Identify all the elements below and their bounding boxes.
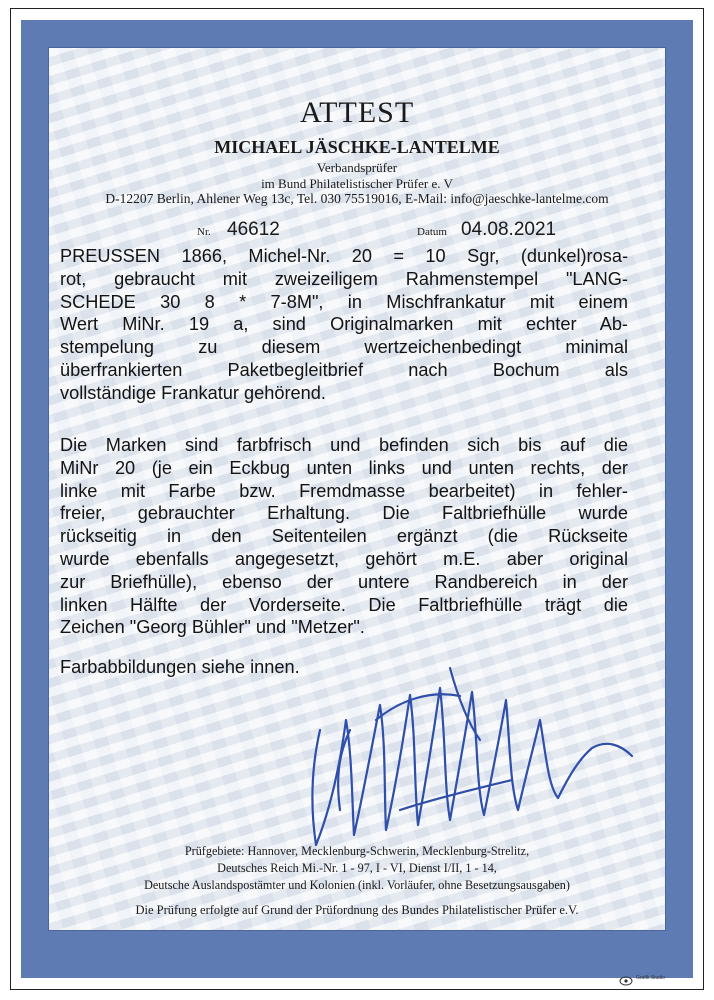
condition-line: freier, gebrauchter Erhaltung. Die Faltbriefhülle wurde bbox=[60, 503, 628, 524]
examiner-name: MICHAEL JÄSCHKE-LANTELME bbox=[214, 137, 500, 157]
examiner-association: im Bund Philatelistischer Prüfer e. V bbox=[261, 176, 453, 191]
description-paragraph bbox=[60, 245, 628, 405]
description-line: vollständige Frankatur gehörend. bbox=[60, 382, 326, 403]
examiner-contact: D-12207 Berlin, Ahlener Weg 13c, Tel. 030 75519016, E-Mail: info@jaeschke-lantelme.com bbox=[105, 191, 609, 206]
illustration-note-text: Farbabbildungen siehe innen. bbox=[60, 657, 300, 677]
test-areas-line-2: Deutsches Reich Mi.-Nr. 1 - 97, I - VI, Dienst I/II, 1 - 14, bbox=[217, 861, 497, 875]
condition-line: linken Hälfte der Vorderseite. Die Faltbriefhülle trägt die bbox=[60, 594, 628, 615]
security-mark-text: Grafik Studio bbox=[636, 975, 665, 981]
condition-line: zur Briefhülle), ebenso der untere Randbereich in der bbox=[60, 571, 628, 592]
certificate-title: ATTEST bbox=[299, 96, 415, 129]
description-line: überfrankierten Paketbegleitbrief nach Bochum als bbox=[60, 359, 628, 380]
certificate-number: 46612 bbox=[227, 219, 280, 240]
description-line: SCHEDE 30 8 * 7-8M", in Mischfrankatur mit einem bbox=[60, 291, 628, 312]
description-line: Wert MiNr. 19 a, sind Originalmarken mit echter Ab- bbox=[60, 314, 628, 335]
certificate-date: 04.08.2021 bbox=[461, 219, 557, 240]
condition-line: MiNr 20 (je ein Eckbug unten links und unten rechts, der bbox=[60, 457, 628, 478]
test-areas-line-3: Deutsche Auslandspostämter und Kolonien (inkl. Vorläufer, ohne Besetzungsausgaben) bbox=[144, 878, 570, 892]
security-logo-icon bbox=[619, 976, 633, 986]
condition-line: linke mit Farbe bzw. Fremdmasse bearbeitet) in fehler- bbox=[60, 480, 628, 501]
condition-line: rückseitig in den Seitenteilen ergänzt (die Rückseite bbox=[60, 526, 628, 547]
description-line: PREUSSEN 1866, Michel-Nr. 20 = 10 Sgr, (dunkel)rosa- bbox=[60, 246, 628, 266]
test-areas-line-1: Prüfgebiete: Hannover, Mecklenburg-Schwerin, Mecklenburg-Strelitz, bbox=[184, 844, 530, 858]
examiner-role: Verbandsprüfer bbox=[316, 160, 398, 175]
examiner-signature bbox=[280, 660, 660, 870]
condition-paragraph bbox=[60, 434, 628, 639]
condition-line: Die Marken sind farbfrisch und befinden sich bis auf die bbox=[60, 435, 628, 455]
description-line: rot, gebraucht mit zweizeiligem Rahmenstempel "LANG- bbox=[60, 268, 628, 289]
condition-line: wurde ebenfalls angegesetzt, gehört m.E. aber original bbox=[60, 548, 628, 569]
description-line: stempelung zu diesem wertzeichenbedingt minimal bbox=[60, 337, 628, 358]
regulation-note: Die Prüfung erfolgte auf Grund der Prüfordnung des Bundes Philatelistischer Prüfer e.V. bbox=[135, 903, 579, 917]
condition-line: Zeichen "Georg Bühler" und "Metzer". bbox=[60, 617, 365, 638]
certificate-date-label: Datum bbox=[417, 226, 447, 238]
certificate-number-label: Nr. bbox=[197, 226, 211, 238]
